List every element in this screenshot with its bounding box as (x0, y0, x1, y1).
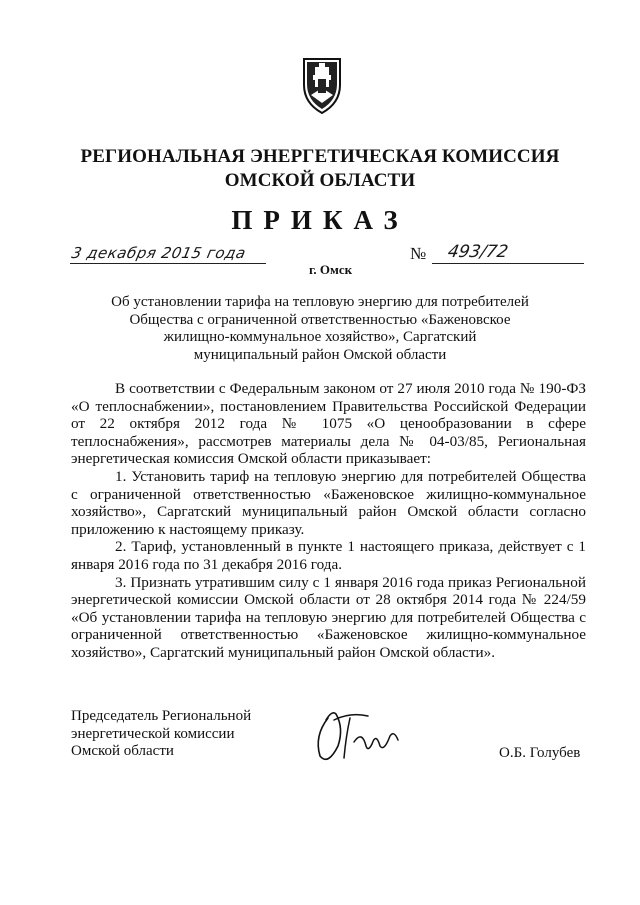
signer-position (71, 708, 251, 761)
signer-position-line: энергетической комиссии (71, 725, 235, 742)
signer-name: О.Б. Голубев (499, 745, 581, 761)
clause-3-paragraph: 3. Признать утратившим силу с 1 января 2016 года приказ Региональной энергетической комиссии Омской области от 28 октября 2014 года № 224/59 «Об установлении тарифа на тепловую энергию для потребителей Общества с ограниченной ответственностью «Баженовское жилищно-коммунальное хозяйство», Саргатский муниципальный район Омской области». (71, 573, 586, 661)
clause-2-paragraph: 2. Тариф, установленный в пункте 1 настоящего приказа, действует с 1 января 2016 года по 31 декабря 2016 года. (71, 538, 586, 573)
document-title: ПРИКАЗ (231, 205, 409, 235)
number-sign: № (410, 244, 427, 263)
signer-position-line: Председатель Региональной (71, 708, 252, 724)
subject-line: жилищно-коммунальное хозяйство», Саргатский (163, 329, 477, 345)
clause-1-paragraph: 1. Установить тариф на тепловую энергию для потребителей Общества с ограниченной ответственностью «Баженовское жилищно-коммунальное хозяйство», Саргатский муниципальный район Омской области согласно приложению к настоящему приказу. (71, 467, 586, 538)
organization-name-line2: ОМСКОЙ ОБЛАСТИ (224, 170, 416, 191)
preamble-paragraph: В соответствии с Федеральным законом от 27 июля 2010 года № 190-ФЗ «О теплоснабжении», постановлением Правительства Российской Федерации от 22 октября 2012 года № 1075 «О ценообразовании в сфере теплоснабжения», рассмотрев материалы дела № 04-03/85, Региональная энергетическая комиссия Омской области приказывает: (71, 380, 586, 468)
handwritten-order-number: 493/72 (446, 242, 510, 262)
subject-line: Общества с ограниченной ответственностью «Баженовское (129, 311, 511, 328)
city-label: г. Омск (309, 262, 353, 277)
number-underline (432, 263, 584, 264)
omsk-coat-of-arms-icon (301, 55, 343, 117)
handwritten-signature (310, 706, 410, 768)
order-subject (100, 294, 540, 364)
date-underline (70, 263, 266, 264)
organization-name-line1: РЕГИОНАЛЬНАЯ ЭНЕРГЕТИЧЕСКАЯ КОМИССИЯ (80, 146, 560, 167)
signer-position-line: Омской области (71, 743, 174, 759)
handwritten-date: 3 декабря 2015 года (70, 244, 248, 262)
subject-line: муниципальный район Омской области (193, 346, 447, 363)
subject-line: Об установлении тарифа на тепловую энергию для потребителей (111, 294, 529, 310)
order-body (71, 380, 586, 662)
